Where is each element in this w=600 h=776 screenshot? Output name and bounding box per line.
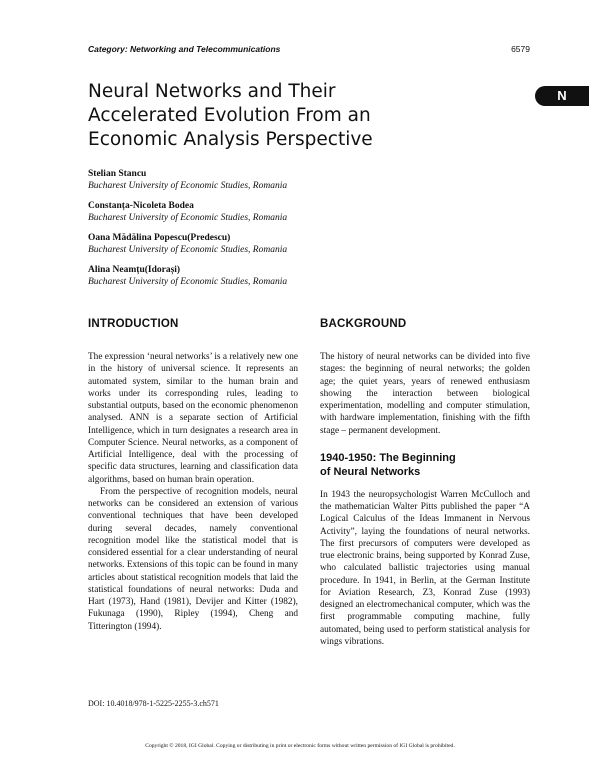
- title-line: Neural Networks and Their: [88, 81, 336, 102]
- body-paragraph: The expression ‘neural networks’ is a relatively new one in the history of universal science. It represents an automated system, similar to the human brain and works under its corresponding rules, leading to substantial outputs, based on the economic phenomenon analysed. ANN is a separate section of Artificial Intelligence, which in turn designates a research area in Computer Science. Neural networks, as a component of Artificial Intelligence, deal with the processing of specific data structures, learning and classification data algorithms, based on human brain operation.: [88, 352, 298, 485]
- doi-text: DOI: 10.4018/978-1-5225-2255-3.ch571: [88, 699, 219, 708]
- author-affiliation: Bucharest University of Economic Studies, Romania: [88, 277, 288, 287]
- body-paragraph: The history of neural networks can be divided into five stages: the beginning of neural networks; the golden age; the quiet years, years of renewed enthusiasm showing the interaction between biological experimentation, modelling and computer stimulation, with hardware implementation, finishing with the fifth stage – permanent development.: [320, 352, 530, 436]
- category-header: Category: Networking and Telecommunications: [88, 44, 281, 54]
- title-line: Economic Analysis Perspective: [88, 129, 373, 150]
- author-affiliation: Bucharest University of Economic Studies, Romania: [88, 181, 288, 191]
- author-entry: [88, 168, 508, 192]
- author-list: [88, 168, 508, 296]
- author-name: Alina Neamțu(Idorași): [88, 265, 181, 275]
- author-name: Constanța-Nicoleta Bodea: [88, 201, 194, 211]
- subsection-heading-line: 1940-1950: The Beginning: [320, 451, 456, 464]
- subsection-heading-line: of Neural Networks: [320, 465, 421, 478]
- introduction-section: [88, 318, 298, 633]
- author-entry: [88, 232, 508, 256]
- background-heading: BACKGROUND: [320, 318, 407, 330]
- paper-title: [88, 80, 508, 152]
- page-number: 6579: [511, 44, 530, 54]
- body-paragraph: From the perspective of recognition models, neural networks can be considered an extension of various conventional techniques that have been developed during several decades, namely conventional recognition model like the statistical model that is considered essential for a clear understanding of neural networks. Extensions of this topic can be found in many articles about statistical recognition models that laid the statistical foundations of neural networks: Duda and Hart (1973), Hand (1981), Devijer and Kitter (1982), Fukunaga (1990), Ripley (1994), Cheng and Titterington (1994).: [88, 486, 298, 632]
- author-affiliation: Bucharest University of Economic Studies, Romania: [88, 213, 288, 223]
- author-name: Oana Mădălina Popescu(Predescu): [88, 233, 231, 243]
- title-line: Accelerated Evolution From an: [88, 105, 371, 126]
- subsection-heading: [320, 451, 530, 479]
- author-affiliation: Bucharest University of Economic Studies, Romania: [88, 245, 288, 255]
- background-section: [320, 318, 530, 648]
- author-name: Stelian Stancu: [88, 169, 147, 179]
- body-paragraph: In 1943 the neuropsychologist Warren McCulloch and the mathematician Walter Pitts published the paper “A Logical Calculus of the Ideas Immanent in Nervous Activity”, laying the foundations of neural networks. The first precursors of computers were developed as true electronic brains, being supported by Konrad Zuse, who calculated ballistic trajectories using manual procedure. In 1941, in Berlin, at the German Institute for Aviation Research, Z3, Konrad Zuse (1993) designed an electromechanical computer, which was the first programmable computing machine, fully automated, being used to perform statistical analysis for wings vibrations.: [320, 489, 530, 647]
- author-entry: [88, 200, 508, 224]
- section-letter-tab: N: [535, 86, 589, 106]
- author-entry: [88, 264, 508, 288]
- copyright-notice: Copyright © 2018, IGI Global. Copying or distributing in print or electronic forms without written permission of IGI Global is prohibited.: [145, 743, 455, 749]
- introduction-heading: INTRODUCTION: [88, 318, 179, 330]
